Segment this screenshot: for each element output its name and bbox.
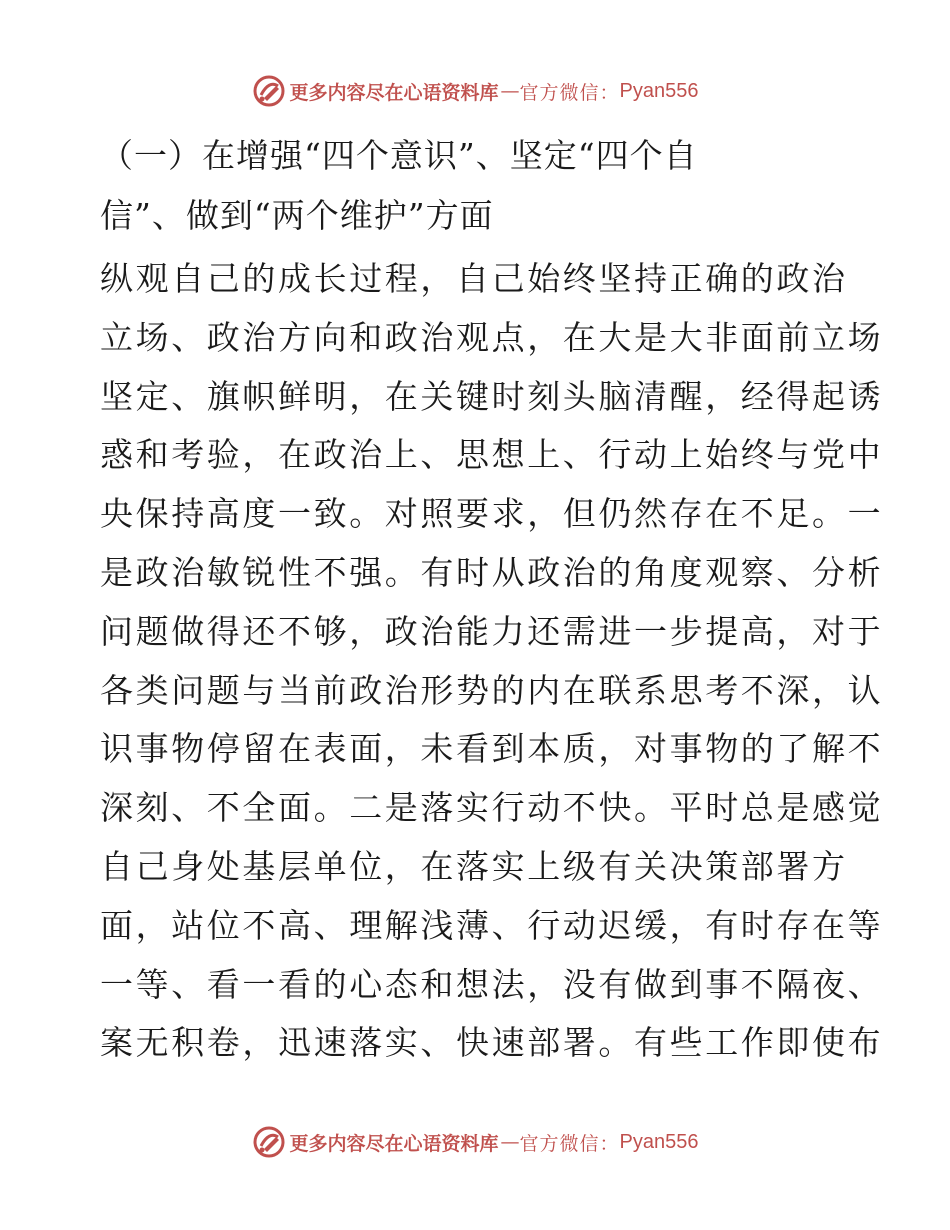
watermark-id: Pyan556 bbox=[619, 79, 699, 102]
body-line: 面，站位不高、理解浅薄、行动迟缓，有时存在等 bbox=[100, 905, 884, 945]
watermark-label: 官方微信： bbox=[519, 1132, 620, 1155]
body-line: 惑和考验，在政治上、思想上、行动上始终与党中 bbox=[100, 435, 884, 475]
body-paragraph bbox=[100, 250, 884, 1073]
heading-line: （一）在增强“四个意识”、坚定“四个自 bbox=[100, 136, 698, 175]
section-heading bbox=[100, 126, 860, 246]
body-line: 纵观自己的成长过程，自己始终坚持正确的政治 bbox=[100, 259, 848, 298]
body-line: 一等、看一看的心态和想法，没有做到事不隔夜、 bbox=[100, 964, 884, 1004]
body-line: 央保持高度一致。对照要求，但仍然存在不足。一 bbox=[100, 494, 884, 534]
watermark-dash: — bbox=[500, 80, 518, 102]
watermark-dash: — bbox=[500, 1131, 518, 1153]
footer-watermark bbox=[0, 1122, 950, 1162]
header-watermark bbox=[0, 71, 950, 111]
body-line: 问题做得还不够，政治能力还需进一步提高，对于 bbox=[100, 611, 884, 651]
body-line: 立场、政治方向和政治观点，在大是大非面前立场 bbox=[100, 317, 884, 357]
watermark-text: 更多内容尽在心语资料库 bbox=[289, 1132, 499, 1155]
brand-logo-icon bbox=[252, 1125, 286, 1159]
body-line: 坚定、旗帜鲜明，在关键时刻头脑清醒，经得起诱 bbox=[100, 376, 884, 416]
heading-line: 信”、做到“两个维护”方面 bbox=[100, 196, 494, 235]
watermark-id: Pyan556 bbox=[619, 1130, 699, 1153]
body-line: 各类问题与当前政治形势的内在联系思考不深，认 bbox=[100, 670, 884, 710]
watermark-text: 更多内容尽在心语资料库 bbox=[289, 81, 499, 104]
body-line: 识事物停留在表面，未看到本质，对事物的了解不 bbox=[100, 729, 884, 769]
brand-logo-icon bbox=[252, 74, 286, 108]
body-line: 案无积卷，迅速落实、快速部署。有些工作即使布 bbox=[100, 1023, 884, 1063]
body-line: 自己身处基层单位，在落实上级有关决策部署方 bbox=[100, 846, 848, 886]
watermark-label: 官方微信： bbox=[519, 81, 620, 104]
body-line: 深刻、不全面。二是落实行动不快。平时总是感觉 bbox=[100, 788, 884, 828]
body-line: 是政治敏锐性不强。有时从政治的角度观察、分析 bbox=[100, 552, 884, 592]
